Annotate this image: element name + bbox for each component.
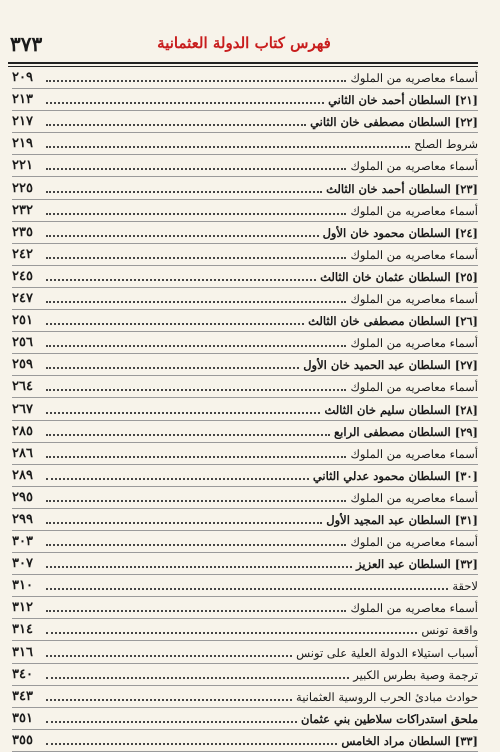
- page-header: [10, 30, 478, 60]
- toc-entry-title: أسماء معاصريه من الملوك: [350, 535, 478, 550]
- dot-leader: [46, 235, 319, 237]
- dot-leader: [46, 478, 309, 480]
- toc-entry: [12, 686, 478, 708]
- toc-entry-title: [٢٥] السلطان عثمان خان الثالث: [320, 269, 478, 284]
- toc-entry-title: أسماء معاصريه من الملوك: [350, 490, 478, 505]
- dot-leader: [46, 699, 292, 701]
- toc-entry: [12, 177, 478, 199]
- dot-leader: [46, 191, 322, 193]
- toc-entry: [12, 200, 478, 222]
- toc-entry: [12, 575, 478, 597]
- toc-entry-page: ٢٩٥: [12, 489, 33, 505]
- dot-leader: [46, 124, 306, 126]
- toc-entry: [12, 553, 478, 575]
- toc-entry-page: ٢٨٩: [12, 467, 33, 483]
- toc-entry-title: [٢٤] السلطان محمود خان الأول: [322, 225, 478, 240]
- toc-entry: [12, 67, 478, 89]
- toc-entry-page: ٢٦٧: [12, 401, 33, 417]
- toc-entry-page: ٢٥٦: [12, 335, 33, 351]
- toc-entry-title: [٢٨] السلطان سليم خان الثالث: [324, 402, 478, 417]
- toc-entry-title: [٢٧] السلطان عبد الحميد خان الأول: [303, 358, 478, 373]
- toc-entry-title: أسماء معاصريه من الملوك: [350, 292, 478, 307]
- dot-leader: [46, 279, 316, 281]
- dot-leader: [46, 632, 417, 634]
- toc-entry: [12, 730, 478, 752]
- toc-entry-page: ٣٠٣: [12, 534, 33, 550]
- toc-entry-title: [٢١] السلطان أحمد خان الثاني: [328, 93, 478, 108]
- toc-entry-title: شروط الصلح: [414, 137, 478, 152]
- toc-entry-title: أسماء معاصريه من الملوك: [350, 203, 478, 218]
- toc-entry-title: واقعة تونس: [421, 623, 478, 638]
- toc-entry: [12, 531, 478, 553]
- toc-entry-page: ٢٨٥: [12, 423, 33, 439]
- toc-entry: [12, 509, 478, 531]
- toc-entry-title: أسماء معاصريه من الملوك: [350, 446, 478, 461]
- toc-entry-title: [٢٢] السلطان مصطفى خان الثاني: [310, 115, 478, 130]
- toc-entry-page: ٢١٩: [12, 136, 33, 152]
- toc-entry: [12, 376, 478, 398]
- dot-leader: [46, 323, 304, 325]
- dot-leader: [46, 367, 299, 369]
- toc-entry-page: ٢١٧: [12, 114, 33, 130]
- toc-entry-title: أسماء معاصريه من الملوك: [350, 336, 478, 351]
- toc-entry: [12, 487, 478, 509]
- dot-leader: [46, 566, 352, 568]
- dot-leader: [46, 677, 349, 679]
- toc-entry-title: لاحقة: [452, 579, 478, 594]
- dot-leader: [46, 655, 292, 657]
- toc-entry-title: ملحق استدراكات سلاطين بني عثمان: [301, 711, 478, 726]
- toc-entry: [12, 133, 478, 155]
- toc-entry-page: ٣١٦: [12, 644, 33, 660]
- dot-leader: [46, 588, 448, 590]
- toc-entry-page: ٢٠٩: [12, 70, 33, 86]
- toc-entry-title: ترجمة وصية بطرس الكبير: [353, 667, 478, 682]
- toc-entry-title: أسماء معاصريه من الملوك: [350, 247, 478, 262]
- toc-entry-title: [٣١] السلطان عبد المجيد الأول: [326, 512, 478, 527]
- dot-leader: [46, 389, 346, 391]
- toc-entry-title: أسماء معاصريه من الملوك: [350, 71, 478, 86]
- toc-entry: [12, 310, 478, 332]
- toc-entry-page: ٢٣٥: [12, 224, 33, 240]
- toc-entry: [12, 443, 478, 465]
- dot-leader: [46, 102, 324, 104]
- dot-leader: [46, 456, 346, 458]
- dot-leader: [46, 610, 346, 612]
- toc-entry: [12, 266, 478, 288]
- table-of-contents: [12, 67, 478, 752]
- toc-entry: [12, 398, 478, 420]
- toc-entry: [12, 708, 478, 730]
- dot-leader: [46, 213, 346, 215]
- dot-leader: [46, 168, 346, 170]
- dot-leader: [46, 257, 346, 259]
- dot-leader: [46, 301, 346, 303]
- dot-leader: [46, 345, 346, 347]
- toc-entry-page: ٢٨٦: [12, 445, 33, 461]
- dot-leader: [46, 412, 320, 414]
- toc-entry-page: ٢١٣: [12, 92, 33, 108]
- dot-leader: [46, 500, 346, 502]
- dot-leader: [46, 434, 330, 436]
- toc-entry-page: ٢٥١: [12, 313, 33, 329]
- dot-leader: [46, 743, 337, 745]
- toc-entry: [12, 664, 478, 686]
- toc-entry: [12, 619, 478, 641]
- toc-entry-page: ٣١٠: [12, 578, 33, 594]
- toc-entry-page: ٣٤٠: [12, 666, 33, 682]
- toc-entry-page: ٣٤٣: [12, 688, 33, 704]
- toc-entry-title: حوادث مبادئ الحرب الروسية العثمانية: [296, 689, 478, 704]
- toc-entry: [12, 89, 478, 111]
- toc-entry: [12, 641, 478, 663]
- toc-entry: [12, 288, 478, 310]
- toc-entry-title: أسماء معاصريه من الملوك: [350, 159, 478, 174]
- toc-entry: [12, 597, 478, 619]
- toc-entry-title: [٣٠] السلطان محمود عدلي الثاني: [312, 468, 478, 483]
- toc-entry-title: [٣٢] السلطان عبد العزيز: [356, 557, 478, 572]
- toc-entry: [12, 155, 478, 177]
- toc-entry: [12, 465, 478, 487]
- toc-entry: [12, 332, 478, 354]
- toc-entry-title: أسباب استيلاء الدولة العلية على تونس: [296, 645, 478, 660]
- toc-entry-title: أسماء معاصريه من الملوك: [350, 601, 478, 616]
- toc-entry-page: ٣٥١: [12, 710, 33, 726]
- toc-entry-page: ٢٣٢: [12, 202, 33, 218]
- toc-entry-page: ٣٠٧: [12, 556, 33, 572]
- running-title: فهرس كتاب الدولة العثمانية: [157, 34, 331, 52]
- toc-entry-title: [٢٣] السلطان أحمد خان الثالث: [326, 181, 478, 196]
- page-number: ٣٧٣: [10, 32, 43, 56]
- toc-entry-page: ٢٥٩: [12, 357, 33, 373]
- toc-entry: [12, 222, 478, 244]
- dot-leader: [46, 721, 297, 723]
- toc-entry-title: [٢٦] السلطان مصطفى خان الثالث: [308, 314, 478, 329]
- toc-entry-page: ٣١٢: [12, 600, 33, 616]
- toc-entry-page: ٢٢٥: [12, 180, 33, 196]
- toc-entry: [12, 421, 478, 443]
- toc-entry: [12, 244, 478, 266]
- toc-entry-title: [٢٩] السلطان مصطفى الرابع: [334, 424, 478, 439]
- dot-leader: [46, 544, 346, 546]
- toc-entry-title: أسماء معاصريه من الملوك: [350, 380, 478, 395]
- toc-entry-page: ٢٤٢: [12, 246, 33, 262]
- dot-leader: [46, 522, 322, 524]
- toc-entry-page: ٢٦٤: [12, 379, 33, 395]
- toc-entry-page: ٢٤٧: [12, 291, 33, 307]
- toc-entry-page: ٣٥٥: [12, 732, 33, 748]
- toc-entry: [12, 111, 478, 133]
- dot-leader: [46, 80, 346, 82]
- toc-entry-page: ٢٢١: [12, 158, 33, 174]
- dot-leader: [46, 146, 410, 148]
- toc-entry-page: ٣١٤: [12, 622, 33, 638]
- toc-entry-title: [٣٣] السلطان مراد الخامس: [341, 733, 478, 748]
- toc-entry-page: ٢٤٥: [12, 268, 33, 284]
- toc-entry-page: ٢٩٩: [12, 511, 33, 527]
- toc-entry: [12, 354, 478, 376]
